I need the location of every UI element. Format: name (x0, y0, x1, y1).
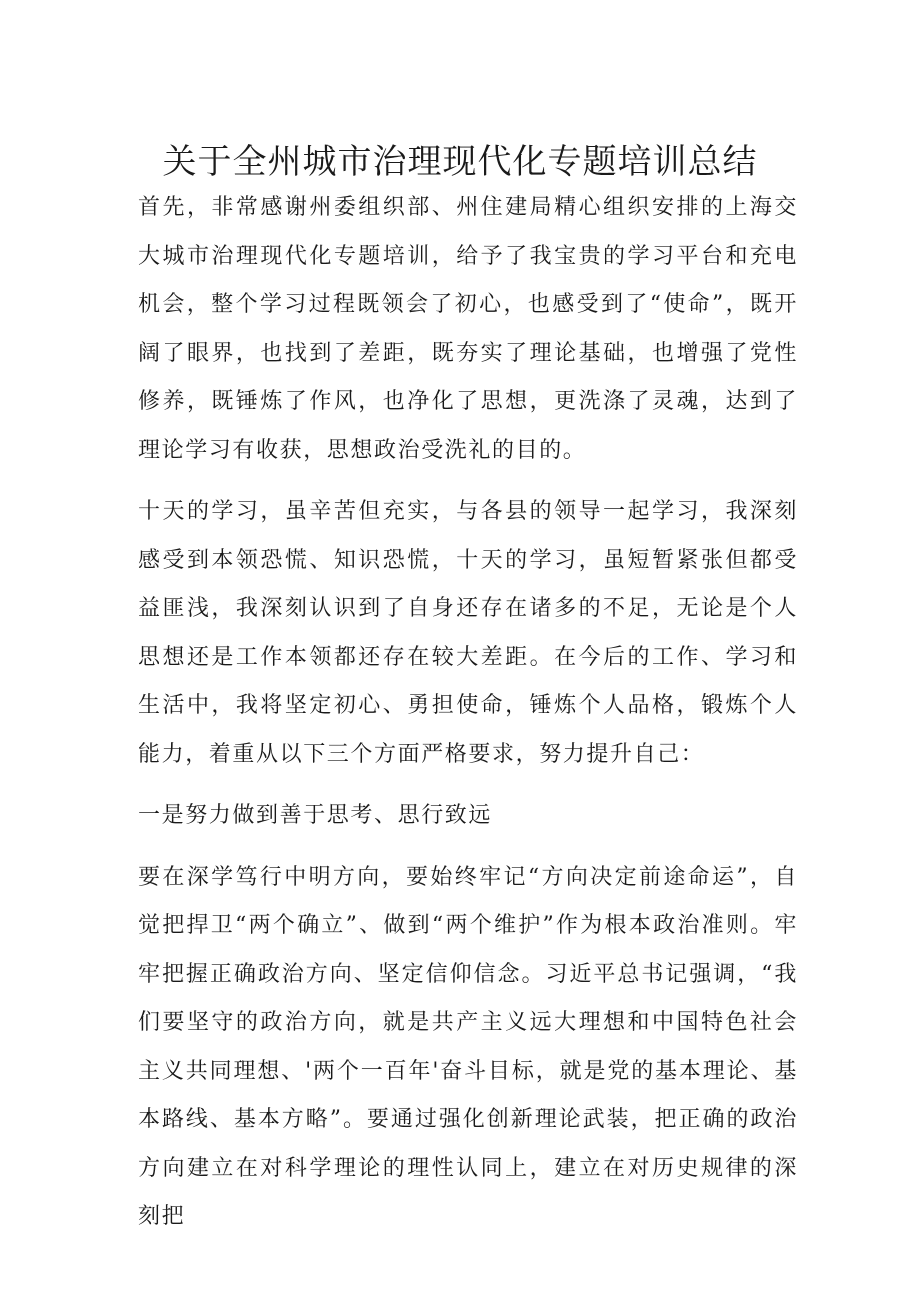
paragraph-reflection: 十天的学习，虽辛苦但充实，与各县的领导一起学习，我深刻感受到本领恐慌、知识恐慌，十天的学习，虽短暂紧张但都受益匪浅，我深刻认识到了自身还存在诸多的不足，无论是个人思想还是工作本领都还存在较大差距。在今后的工作、学习和生活中，我将坚定初心、勇担使命，锤炼个人品格，锻炼个人能力，着重从以下三个方面严格要求，努力提升自己： (138, 499, 798, 767)
document-body (138, 184, 798, 1255)
section-heading: 一是努力做到善于思考、思行致远 (138, 803, 493, 828)
document-title: 关于全州城市治理现代化专题培训总结 (162, 142, 758, 182)
paragraph-direction: 要在深学笃行中明方向，要始终牢记“方向决定前途命运”，自觉把捍卫“两个确立”、做到“两个维护”作为根本政治准则。牢牢把握正确政治方向、坚定信仰信念。习近平总书记强调，“我们要坚守的政治方向，就是共产主义远大理想和中国特色社会主义共同理想、'两个一百年'奋斗目标，就是党的基本理论、基本路线、基本方略”。要通过强化创新理论武装，把正确的政治方向建立在对科学理论的理性认同上，建立在对历史规律的深刻把 (138, 864, 798, 1229)
paragraph-intro: 首先，非常感谢州委组织部、州住建局精心组织安排的上海交大城市治理现代化专题培训，给予了我宝贵的学习平台和充电机会，整个学习过程既领会了初心，也感受到了“使命”，既开阔了眼界，也找到了差距，既夯实了理论基础，也增强了党性修养，既锤炼了作风，也净化了思想，更洗涤了灵魂，达到了理论学习有收获，思想政治受洗礼的目的。 (138, 195, 798, 463)
